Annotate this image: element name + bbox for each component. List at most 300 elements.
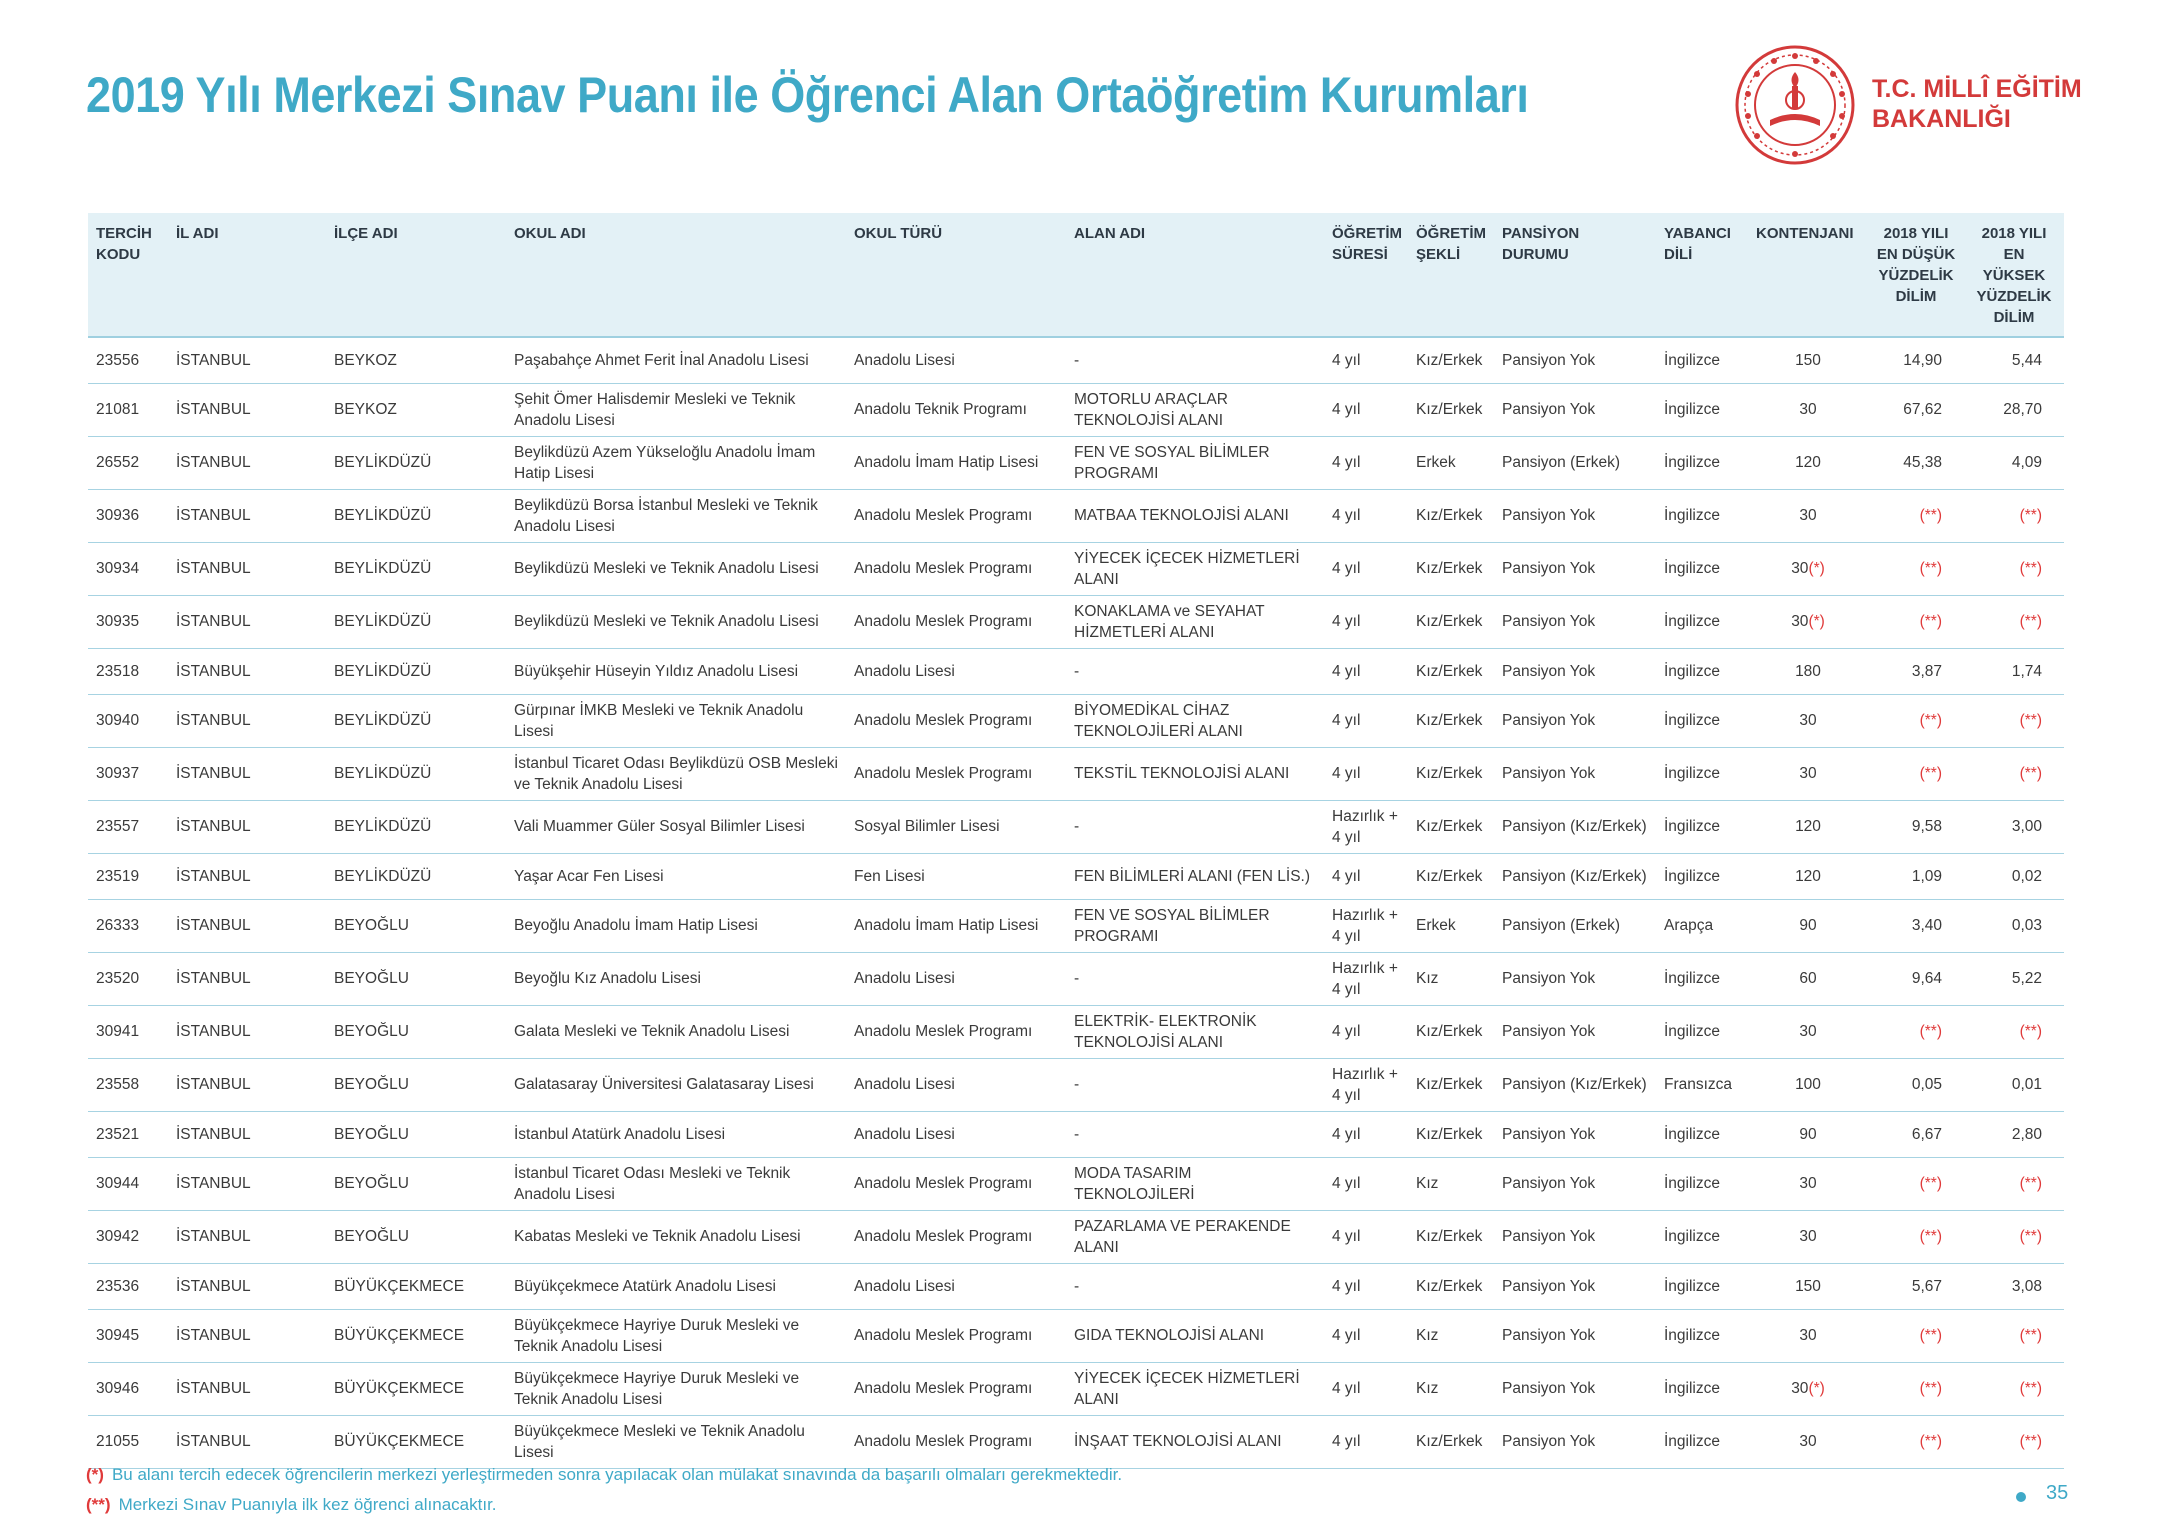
cell-en-dusuk: 3,40 xyxy=(1868,899,1964,952)
cell-il: İSTANBUL xyxy=(168,899,326,952)
cell-alan: FEN VE SOSYAL BİLİMLER PROGRAMI xyxy=(1066,436,1324,489)
cell-pansiyon: Pansiyon Yok xyxy=(1494,1309,1656,1362)
cell-okul: Galatasaray Üniversitesi Galatasaray Lisesi xyxy=(506,1058,846,1111)
logo-line-1: T.C. MİLLÎ EĞİTİM xyxy=(1872,75,2082,103)
cell-sekil: Kız/Erkek xyxy=(1408,853,1494,899)
cell-okul: Beylikdüzü Mesleki ve Teknik Anadolu Lisesi xyxy=(506,542,846,595)
cell-dil: İngilizce xyxy=(1656,1362,1748,1415)
cell-kontenjan: 150 xyxy=(1748,1263,1868,1309)
cell-tercih-kodu: 30941 xyxy=(88,1005,168,1058)
cell-kontenjan: 90 xyxy=(1748,1111,1868,1157)
cell-il: İSTANBUL xyxy=(168,1362,326,1415)
header-okul-turu: OKUL TÜRÜ xyxy=(846,213,1066,337)
cell-il: İSTANBUL xyxy=(168,800,326,853)
cell-sekil: Kız/Erkek xyxy=(1408,747,1494,800)
schools-table xyxy=(88,213,2064,1469)
cell-il: İSTANBUL xyxy=(168,1157,326,1210)
cell-sure: 4 yıl xyxy=(1324,1362,1408,1415)
cell-pansiyon: Pansiyon (Kız/Erkek) xyxy=(1494,800,1656,853)
cell-tercih-kodu: 26333 xyxy=(88,899,168,952)
cell-sure: 4 yıl xyxy=(1324,694,1408,747)
cell-il: İSTANBUL xyxy=(168,952,326,1005)
cell-sekil: Kız xyxy=(1408,1362,1494,1415)
cell-dil: İngilizce xyxy=(1656,1157,1748,1210)
cell-okul-turu: Anadolu Meslek Programı xyxy=(846,747,1066,800)
cell-dil: İngilizce xyxy=(1656,1263,1748,1309)
cell-sekil: Kız/Erkek xyxy=(1408,648,1494,694)
cell-okul: Paşabahçe Ahmet Ferit İnal Anadolu Lisesi xyxy=(506,337,846,383)
cell-alan: - xyxy=(1066,648,1324,694)
cell-okul-turu: Anadolu Meslek Programı xyxy=(846,694,1066,747)
header-yabanci-dil: YABANCI DİLİ xyxy=(1656,213,1748,337)
cell-dil: İngilizce xyxy=(1656,1415,1748,1468)
table-row xyxy=(88,952,2064,1005)
cell-pansiyon: Pansiyon Yok xyxy=(1494,747,1656,800)
cell-sure: 4 yıl xyxy=(1324,595,1408,648)
cell-il: İSTANBUL xyxy=(168,747,326,800)
cell-ilce: BEYOĞLU xyxy=(326,899,506,952)
cell-kontenjan: 100 xyxy=(1748,1058,1868,1111)
cell-pansiyon: Pansiyon Yok xyxy=(1494,1362,1656,1415)
cell-okul: Büyükçekmece Atatürk Anadolu Lisesi xyxy=(506,1263,846,1309)
cell-kontenjan: 90 xyxy=(1748,899,1868,952)
cell-sekil: Kız/Erkek xyxy=(1408,800,1494,853)
cell-pansiyon: Pansiyon (Erkek) xyxy=(1494,436,1656,489)
cell-en-yuksek: 4,09 xyxy=(1964,436,2064,489)
cell-sure: 4 yıl xyxy=(1324,337,1408,383)
cell-il: İSTANBUL xyxy=(168,337,326,383)
cell-sekil: Kız/Erkek xyxy=(1408,337,1494,383)
cell-en-yuksek: 0,01 xyxy=(1964,1058,2064,1111)
cell-sure: 4 yıl xyxy=(1324,489,1408,542)
cell-en-yuksek: 0,02 xyxy=(1964,853,2064,899)
cell-kontenjan: 180 xyxy=(1748,648,1868,694)
cell-pansiyon: Pansiyon Yok xyxy=(1494,1210,1656,1263)
cell-en-dusuk: 9,58 xyxy=(1868,800,1964,853)
cell-en-dusuk: 0,05 xyxy=(1868,1058,1964,1111)
cell-alan: YİYECEK İÇECEK HİZMETLERİ ALANI xyxy=(1066,542,1324,595)
header-kontenjan: KONTENJANI xyxy=(1748,213,1868,337)
cell-dil: Fransızca xyxy=(1656,1058,1748,1111)
cell-en-dusuk: 45,38 xyxy=(1868,436,1964,489)
cell-ilce: BÜYÜKÇEKMECE xyxy=(326,1415,506,1468)
header-il-adi: İL ADI xyxy=(168,213,326,337)
cell-pansiyon: Pansiyon Yok xyxy=(1494,1005,1656,1058)
cell-en-dusuk: (**) xyxy=(1868,1415,1964,1468)
cell-kontenjan: 30(*) xyxy=(1748,1362,1868,1415)
table-row xyxy=(88,694,2064,747)
cell-ilce: BEYLİKDÜZÜ xyxy=(326,800,506,853)
cell-en-dusuk: (**) xyxy=(1868,1309,1964,1362)
cell-en-dusuk: (**) xyxy=(1868,1210,1964,1263)
cell-pansiyon: Pansiyon Yok xyxy=(1494,1263,1656,1309)
page-dot-icon xyxy=(2016,1492,2026,1502)
cell-ilce: BEYOĞLU xyxy=(326,1111,506,1157)
cell-en-yuksek: (**) xyxy=(1964,747,2064,800)
cell-alan: - xyxy=(1066,1263,1324,1309)
cell-il: İSTANBUL xyxy=(168,648,326,694)
cell-okul: Büyükşehir Hüseyin Yıldız Anadolu Lisesi xyxy=(506,648,846,694)
cell-en-yuksek: (**) xyxy=(1964,542,2064,595)
cell-pansiyon: Pansiyon Yok xyxy=(1494,1111,1656,1157)
cell-tercih-kodu: 23558 xyxy=(88,1058,168,1111)
cell-ilce: BEYLİKDÜZÜ xyxy=(326,489,506,542)
cell-alan: MATBAA TEKNOLOJİSİ ALANI xyxy=(1066,489,1324,542)
cell-il: İSTANBUL xyxy=(168,1005,326,1058)
cell-ilce: BEYOĞLU xyxy=(326,1210,506,1263)
cell-okul: Beyoğlu Kız Anadolu Lisesi xyxy=(506,952,846,1005)
cell-okul: Beylikdüzü Borsa İstanbul Mesleki ve Teknik Anadolu Lisesi xyxy=(506,489,846,542)
cell-tercih-kodu: 30944 xyxy=(88,1157,168,1210)
cell-en-yuksek: (**) xyxy=(1964,595,2064,648)
cell-okul: Şehit Ömer Halisdemir Mesleki ve Teknik Anadolu Lisesi xyxy=(506,383,846,436)
cell-ilce: BEYLİKDÜZÜ xyxy=(326,595,506,648)
cell-kontenjan: 30(*) xyxy=(1748,542,1868,595)
cell-sekil: Kız/Erkek xyxy=(1408,1210,1494,1263)
header-okul-adi: OKUL ADI xyxy=(506,213,846,337)
cell-il: İSTANBUL xyxy=(168,1111,326,1157)
table-row xyxy=(88,595,2064,648)
table-row xyxy=(88,800,2064,853)
cell-tercih-kodu: 21081 xyxy=(88,383,168,436)
cell-en-yuksek: 0,03 xyxy=(1964,899,2064,952)
cell-dil: Arapça xyxy=(1656,899,1748,952)
cell-tercih-kodu: 30934 xyxy=(88,542,168,595)
table-row xyxy=(88,1157,2064,1210)
page-number: 35 xyxy=(2046,1482,2069,1504)
cell-sure: 4 yıl xyxy=(1324,648,1408,694)
table-row xyxy=(88,853,2064,899)
cell-tercih-kodu: 26552 xyxy=(88,436,168,489)
cell-kontenjan: 120 xyxy=(1748,853,1868,899)
cell-okul: Yaşar Acar Fen Lisesi xyxy=(506,853,846,899)
table-header-row xyxy=(88,213,2064,337)
cell-en-yuksek: 5,22 xyxy=(1964,952,2064,1005)
cell-alan: İNŞAAT TEKNOLOJİSİ ALANI xyxy=(1066,1415,1324,1468)
table-row xyxy=(88,1362,2064,1415)
cell-okul-turu: Anadolu İmam Hatip Lisesi xyxy=(846,436,1066,489)
cell-sure: 4 yıl xyxy=(1324,853,1408,899)
cell-sekil: Kız xyxy=(1408,1309,1494,1362)
table-row xyxy=(88,542,2064,595)
cell-sure: Hazırlık + 4 yıl xyxy=(1324,952,1408,1005)
cell-en-dusuk: 1,09 xyxy=(1868,853,1964,899)
cell-dil: İngilizce xyxy=(1656,694,1748,747)
cell-en-yuksek: (**) xyxy=(1964,1157,2064,1210)
cell-okul: Galata Mesleki ve Teknik Anadolu Lisesi xyxy=(506,1005,846,1058)
cell-en-yuksek: 2,80 xyxy=(1964,1111,2064,1157)
cell-tercih-kodu: 30945 xyxy=(88,1309,168,1362)
cell-alan: MOTORLU ARAÇLAR TEKNOLOJİSİ ALANI xyxy=(1066,383,1324,436)
cell-ilce: BEYOĞLU xyxy=(326,1157,506,1210)
cell-dil: İngilizce xyxy=(1656,1005,1748,1058)
cell-kontenjan: 30 xyxy=(1748,1157,1868,1210)
cell-sure: 4 yıl xyxy=(1324,1111,1408,1157)
logo-line-2: BAKANLIĞI xyxy=(1872,105,2011,133)
cell-sekil: Erkek xyxy=(1408,436,1494,489)
cell-en-dusuk: 6,67 xyxy=(1868,1111,1964,1157)
cell-kontenjan: 30 xyxy=(1748,694,1868,747)
cell-sekil: Kız/Erkek xyxy=(1408,1058,1494,1111)
cell-alan: MODA TASARIM TEKNOLOJİLERİ xyxy=(1066,1157,1324,1210)
footnote-1: (*) Bu alanı tercih edecek öğrencilerin merkezi yerleştirmeden sonra yapılacak olan mülakat sınavında da başarılı olmaları gerekmektedir. xyxy=(86,1465,1123,1484)
cell-ilce: BÜYÜKÇEKMECE xyxy=(326,1309,506,1362)
cell-sekil: Kız/Erkek xyxy=(1408,1111,1494,1157)
header-alan-adi: ALAN ADI xyxy=(1066,213,1324,337)
cell-okul-turu: Anadolu Meslek Programı xyxy=(846,1157,1066,1210)
table-row xyxy=(88,489,2064,542)
ministry-logo xyxy=(1732,42,2160,170)
cell-en-yuksek: 5,44 xyxy=(1964,337,2064,383)
cell-il: İSTANBUL xyxy=(168,1309,326,1362)
cell-okul-turu: Anadolu Teknik Programı xyxy=(846,383,1066,436)
cell-okul-turu: Anadolu Meslek Programı xyxy=(846,1415,1066,1468)
cell-tercih-kodu: 23521 xyxy=(88,1111,168,1157)
cell-okul: İstanbul Ticaret Odası Mesleki ve Teknik Anadolu Lisesi xyxy=(506,1157,846,1210)
cell-alan: - xyxy=(1066,952,1324,1005)
cell-il: İSTANBUL xyxy=(168,436,326,489)
cell-alan: - xyxy=(1066,337,1324,383)
cell-okul-turu: Anadolu Lisesi xyxy=(846,648,1066,694)
cell-pansiyon: Pansiyon Yok xyxy=(1494,337,1656,383)
cell-dil: İngilizce xyxy=(1656,800,1748,853)
cell-pansiyon: Pansiyon Yok xyxy=(1494,595,1656,648)
cell-sure: 4 yıl xyxy=(1324,747,1408,800)
cell-dil: İngilizce xyxy=(1656,1210,1748,1263)
cell-sekil: Erkek xyxy=(1408,899,1494,952)
cell-en-yuksek: 1,74 xyxy=(1964,648,2064,694)
cell-sure: Hazırlık + 4 yıl xyxy=(1324,1058,1408,1111)
cell-sure: 4 yıl xyxy=(1324,1309,1408,1362)
cell-pansiyon: Pansiyon (Erkek) xyxy=(1494,899,1656,952)
ministry-seal-icon xyxy=(1732,42,1858,168)
cell-alan: - xyxy=(1066,1111,1324,1157)
cell-en-dusuk: (**) xyxy=(1868,1157,1964,1210)
cell-okul-turu: Fen Lisesi xyxy=(846,853,1066,899)
cell-alan: GIDA TEKNOLOJİSİ ALANI xyxy=(1066,1309,1324,1362)
cell-okul-turu: Anadolu İmam Hatip Lisesi xyxy=(846,899,1066,952)
cell-en-dusuk: (**) xyxy=(1868,694,1964,747)
cell-dil: İngilizce xyxy=(1656,747,1748,800)
cell-pansiyon: Pansiyon Yok xyxy=(1494,542,1656,595)
cell-okul-turu: Anadolu Lisesi xyxy=(846,1111,1066,1157)
cell-tercih-kodu: 30937 xyxy=(88,747,168,800)
cell-en-yuksek: (**) xyxy=(1964,489,2064,542)
cell-pansiyon: Pansiyon (Kız/Erkek) xyxy=(1494,853,1656,899)
cell-sekil: Kız/Erkek xyxy=(1408,1005,1494,1058)
interview-mark: (*) xyxy=(1808,560,1825,577)
cell-pansiyon: Pansiyon Yok xyxy=(1494,694,1656,747)
header-ilce-adi: İLÇE ADI xyxy=(326,213,506,337)
cell-okul-turu: Anadolu Lisesi xyxy=(846,952,1066,1005)
cell-sure: 4 yıl xyxy=(1324,1415,1408,1468)
cell-ilce: BEYLİKDÜZÜ xyxy=(326,436,506,489)
header-ogretim-suresi: ÖĞRETİM SÜRESİ xyxy=(1324,213,1408,337)
cell-pansiyon: Pansiyon (Kız/Erkek) xyxy=(1494,1058,1656,1111)
cell-tercih-kodu: 30942 xyxy=(88,1210,168,1263)
cell-ilce: BEYOĞLU xyxy=(326,1058,506,1111)
cell-alan: KONAKLAMA ve SEYAHAT HİZMETLERİ ALANI xyxy=(1066,595,1324,648)
cell-okul-turu: Anadolu Lisesi xyxy=(846,1263,1066,1309)
cell-ilce: BEYLİKDÜZÜ xyxy=(326,542,506,595)
cell-tercih-kodu: 23557 xyxy=(88,800,168,853)
cell-alan: FEN VE SOSYAL BİLİMLER PROGRAMI xyxy=(1066,899,1324,952)
table-row xyxy=(88,383,2064,436)
cell-sekil: Kız/Erkek xyxy=(1408,694,1494,747)
cell-alan: ELEKTRİK- ELEKTRONİK TEKNOLOJİSİ ALANI xyxy=(1066,1005,1324,1058)
cell-ilce: BEYLİKDÜZÜ xyxy=(326,694,506,747)
cell-en-dusuk: (**) xyxy=(1868,542,1964,595)
cell-okul: Gürpınar İMKB Mesleki ve Teknik Anadolu Lisesi xyxy=(506,694,846,747)
cell-en-dusuk: (**) xyxy=(1868,1362,1964,1415)
header-tercih-kodu: TERCİH KODU xyxy=(88,213,168,337)
cell-alan: - xyxy=(1066,800,1324,853)
cell-dil: İngilizce xyxy=(1656,595,1748,648)
cell-en-dusuk: 14,90 xyxy=(1868,337,1964,383)
cell-okul: Büyükçekmece Hayriye Duruk Mesleki ve Teknik Anadolu Lisesi xyxy=(506,1309,846,1362)
cell-ilce: BEYOĞLU xyxy=(326,952,506,1005)
table-row xyxy=(88,1210,2064,1263)
cell-tercih-kodu: 30940 xyxy=(88,694,168,747)
cell-kontenjan: 30 xyxy=(1748,1309,1868,1362)
cell-ilce: BEYLİKDÜZÜ xyxy=(326,853,506,899)
cell-tercih-kodu: 21055 xyxy=(88,1415,168,1468)
cell-ilce: BEYLİKDÜZÜ xyxy=(326,747,506,800)
cell-okul: İstanbul Atatürk Anadolu Lisesi xyxy=(506,1111,846,1157)
table-row xyxy=(88,1111,2064,1157)
cell-sure: 4 yıl xyxy=(1324,1263,1408,1309)
cell-okul-turu: Anadolu Meslek Programı xyxy=(846,595,1066,648)
cell-ilce: BEYKOZ xyxy=(326,383,506,436)
footnote-2: (**) Merkezi Sınav Puanıyla ilk kez öğrenci alınacaktır. xyxy=(86,1495,497,1514)
cell-okul: Beylikdüzü Mesleki ve Teknik Anadolu Lisesi xyxy=(506,595,846,648)
cell-sekil: Kız/Erkek xyxy=(1408,489,1494,542)
cell-okul-turu: Anadolu Meslek Programı xyxy=(846,1362,1066,1415)
cell-sure: Hazırlık + 4 yıl xyxy=(1324,899,1408,952)
cell-tercih-kodu: 23556 xyxy=(88,337,168,383)
cell-en-yuksek: (**) xyxy=(1964,694,2064,747)
cell-sekil: Kız/Erkek xyxy=(1408,1415,1494,1468)
cell-pansiyon: Pansiyon Yok xyxy=(1494,1415,1656,1468)
cell-kontenjan: 30 xyxy=(1748,489,1868,542)
cell-okul-turu: Anadolu Meslek Programı xyxy=(846,1309,1066,1362)
cell-kontenjan: 120 xyxy=(1748,436,1868,489)
cell-dil: İngilizce xyxy=(1656,436,1748,489)
cell-il: İSTANBUL xyxy=(168,383,326,436)
cell-okul-turu: Anadolu Lisesi xyxy=(846,1058,1066,1111)
header-en-dusuk: 2018 YILI EN DÜŞÜK YÜZDELİK DİLİM xyxy=(1868,213,1964,337)
cell-en-dusuk: 5,67 xyxy=(1868,1263,1964,1309)
cell-en-dusuk: (**) xyxy=(1868,595,1964,648)
cell-en-dusuk: 67,62 xyxy=(1868,383,1964,436)
header-pansiyon: PANSİYON DURUMU xyxy=(1494,213,1656,337)
cell-sure: 4 yıl xyxy=(1324,436,1408,489)
cell-sekil: Kız/Erkek xyxy=(1408,383,1494,436)
cell-en-dusuk: 3,87 xyxy=(1868,648,1964,694)
header-en-yuksek: 2018 YILI EN YÜKSEK YÜZDELİK DİLİM xyxy=(1964,213,2064,337)
cell-sure: 4 yıl xyxy=(1324,1157,1408,1210)
cell-tercih-kodu: 30946 xyxy=(88,1362,168,1415)
cell-dil: İngilizce xyxy=(1656,648,1748,694)
cell-okul: Beylikdüzü Azem Yükseloğlu Anadolu İmam Hatip Lisesi xyxy=(506,436,846,489)
cell-okul-turu: Anadolu Meslek Programı xyxy=(846,489,1066,542)
cell-dil: İngilizce xyxy=(1656,952,1748,1005)
cell-en-yuksek: (**) xyxy=(1964,1005,2064,1058)
cell-dil: İngilizce xyxy=(1656,489,1748,542)
cell-okul-turu: Anadolu Meslek Programı xyxy=(846,1005,1066,1058)
cell-okul: Büyükçekmece Mesleki ve Teknik Anadolu Lisesi xyxy=(506,1415,846,1468)
cell-kontenjan: 30 xyxy=(1748,383,1868,436)
page-title: 2019 Yılı Merkezi Sınav Puanı ile Öğrenci Alan Ortaöğretim Kurumları xyxy=(86,67,1529,123)
cell-tercih-kodu: 23520 xyxy=(88,952,168,1005)
cell-en-yuksek: (**) xyxy=(1964,1210,2064,1263)
cell-il: İSTANBUL xyxy=(168,595,326,648)
cell-alan: BİYOMEDİKAL CİHAZ TEKNOLOJİLERİ ALANI xyxy=(1066,694,1324,747)
cell-il: İSTANBUL xyxy=(168,489,326,542)
cell-il: İSTANBUL xyxy=(168,542,326,595)
cell-en-dusuk: (**) xyxy=(1868,747,1964,800)
table-row xyxy=(88,899,2064,952)
cell-okul: İstanbul Ticaret Odası Beylikdüzü OSB Mesleki ve Teknik Anadolu Lisesi xyxy=(506,747,846,800)
cell-sure: 4 yıl xyxy=(1324,542,1408,595)
cell-okul-turu: Anadolu Meslek Programı xyxy=(846,542,1066,595)
cell-pansiyon: Pansiyon Yok xyxy=(1494,383,1656,436)
cell-sure: 4 yıl xyxy=(1324,383,1408,436)
cell-sekil: Kız xyxy=(1408,1157,1494,1210)
cell-en-yuksek: 3,08 xyxy=(1964,1263,2064,1309)
cell-tercih-kodu: 23518 xyxy=(88,648,168,694)
cell-tercih-kodu: 30936 xyxy=(88,489,168,542)
cell-ilce: BEYLİKDÜZÜ xyxy=(326,648,506,694)
cell-en-dusuk: 9,64 xyxy=(1868,952,1964,1005)
cell-en-yuksek: 28,70 xyxy=(1964,383,2064,436)
cell-pansiyon: Pansiyon Yok xyxy=(1494,1157,1656,1210)
cell-kontenjan: 30 xyxy=(1748,1005,1868,1058)
cell-kontenjan: 30 xyxy=(1748,1210,1868,1263)
cell-il: İSTANBUL xyxy=(168,1210,326,1263)
schools-table-wrapper xyxy=(88,213,2064,1469)
table-row xyxy=(88,1309,2064,1362)
cell-en-yuksek: (**) xyxy=(1964,1309,2064,1362)
cell-alan: PAZARLAMA VE PERAKENDE ALANI xyxy=(1066,1210,1324,1263)
cell-sekil: Kız/Erkek xyxy=(1408,542,1494,595)
cell-alan: TEKSTİL TEKNOLOJİSİ ALANI xyxy=(1066,747,1324,800)
footnotes xyxy=(86,1460,1122,1520)
cell-dil: İngilizce xyxy=(1656,337,1748,383)
cell-dil: İngilizce xyxy=(1656,1309,1748,1362)
cell-okul-turu: Anadolu Meslek Programı xyxy=(846,1210,1066,1263)
cell-il: İSTANBUL xyxy=(168,1058,326,1111)
table-row xyxy=(88,648,2064,694)
cell-en-yuksek: (**) xyxy=(1964,1415,2064,1468)
cell-sekil: Kız/Erkek xyxy=(1408,1263,1494,1309)
cell-dil: İngilizce xyxy=(1656,383,1748,436)
cell-okul: Büyükçekmece Hayriye Duruk Mesleki ve Teknik Anadolu Lisesi xyxy=(506,1362,846,1415)
cell-tercih-kodu: 23536 xyxy=(88,1263,168,1309)
cell-ilce: BÜYÜKÇEKMECE xyxy=(326,1263,506,1309)
table-row xyxy=(88,436,2064,489)
cell-okul: Vali Muammer Güler Sosyal Bilimler Lisesi xyxy=(506,800,846,853)
cell-dil: İngilizce xyxy=(1656,542,1748,595)
cell-okul: Beyoğlu Anadolu İmam Hatip Lisesi xyxy=(506,899,846,952)
cell-en-yuksek: (**) xyxy=(1964,1362,2064,1415)
cell-en-dusuk: (**) xyxy=(1868,1005,1964,1058)
cell-il: İSTANBUL xyxy=(168,694,326,747)
cell-en-yuksek: 3,00 xyxy=(1964,800,2064,853)
cell-kontenjan: 30(*) xyxy=(1748,595,1868,648)
cell-pansiyon: Pansiyon Yok xyxy=(1494,648,1656,694)
cell-sekil: Kız/Erkek xyxy=(1408,595,1494,648)
